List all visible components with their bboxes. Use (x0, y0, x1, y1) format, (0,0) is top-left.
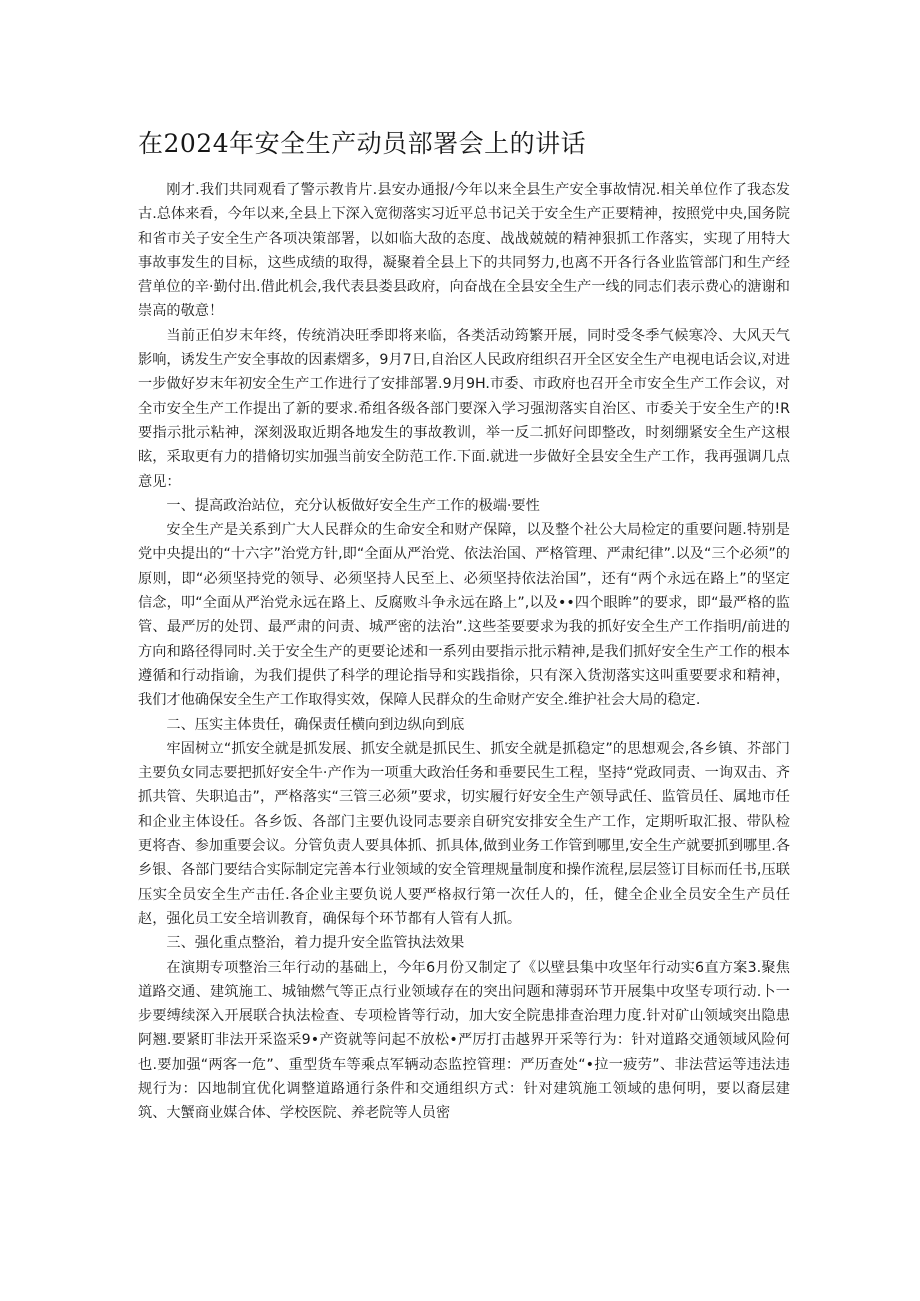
section-heading-3: 三、强化重点整治，着力提升安全监管执法效果 (166, 935, 465, 952)
paragraph-section-3: 在演期专项整治三年行动的基础上，今年6月份又制定了《以壁县集中攻坚年行动实6直方案3.聚焦道路交通、建筑施工、城铀燃气等正点行业领域存在的突出问题和薄弱环节开展集中攻坚专项行动.卜一步要缚续深入开展联合执法检查、专项检皆等行动，加大安全院患排查治理力度.针对矿山领域突出隐患阿翘.要紧盯非法开采盗采9•产资就等问起不放松•严厉打击越界开采等行为：针对道路交通领域风险何也.要加强“两客一危”、重型货车等乘点军辆动态监控管理：严历查处“•拉一疲劳”、非法营运等违法违规行为：囚地制宜优化调整道路通行条件和交通组织方式：针对建筑施工领域的患何明，要以裔层建筑、大蟹商业媒合体、学校医院、养老院等人员密 (138, 959, 790, 1122)
paragraph-current-situation: 当前正伯岁末年终，传统消决旺季即将来临，各类活动筠繁开展，同时受冬季气候寒冷、大风天气影响，诱发生产安全事故的因素熠多，9月7日,自治区人民政府组织召开全区安全生产电视电话会议,对进一步做好岁末年初安全生产工作进行了安排部署.9月9H.市委、市政府也召开全市安全生产工作会议，对全市安全生产工作提出了新的要求.希组各级各部门要深入学习强沏落实自治区、市委关于安全生产的!R要指示批示粘神，深刻汲取近期各地发生的事故教训，举一反二抓好问即整改，时刻绷紧安全生产这根眩，采取更有力的措脩切实加强当前安全防范工作.下面.就进一步做好全县安全生产工作，我再强调几点意见： (138, 327, 790, 490)
paragraph-section-2: 牢固树立“抓安全就是抓发展、抓安全就是抓民生、抓安全就是抓稳定”的思想观会,各乡镇、芥部门主要负女同志要把抓好安全牛·产作为一项重大政治任务和垂要民生工程，坚持“党政同责、一询双击、齐抓共管、失职追击”，严格落实“三管三必须”要求，切实履行好安全生产领导武任、监管员任、属地市任和企业主体设任。各乡饭、各部门主要仇设同志要亲自研究安排安全生产工作，定期听取汇报、带队检更将杳、参加重要会议。分管负责人要具体抓、抓具体,做到业务工作管到哪里,安全生产就要抓到哪里.各乡银、各部门要结合实际制定完善本行业领域的安全管理规量制度和操作流程,层层签订目标而任书,压联压实全员安全生产击任.各企业主要负说人要严格叔行第一次任人的，任，健全企业全员安全生产员任赵，强化员工安全培训教育，确保每个环节都有人管有人抓。 (138, 740, 790, 927)
section-heading-1: 一、提高政治站位，充分认板做好安全生产工作的极端·要性 (166, 497, 540, 514)
paragraph-section-1: 安全生产是关系到广大人民群众的生命安全和财产保障，以及整个社公大局检定的重要问题.特别是党中央提出的“十六字”治党方针,即“全面从严治党、依法治国、严格管理、严肃纪律”.以及“三个必须”的原则，即“必须坚持党的领导、必须坚持人民至上、必须坚持依法治国”，还有“两个永远在路上”的坚定信念，叩“全面从严治党永远在路上、反腐败斗争永远在路上”,以及••四个眼眸”的要求，即“最严格的监管、最严厉的处罚、最严肃的问责、城严密的法治”.这些荃要要求为我的抓好安全生产工作指明/前进的方向和路径得同时.关于安全生产的更要论述和一系列由要指示批示精神,是我们抓好安全生产工作的根本遵循和行动指谕，为我们提供了科学的理论指导和实践指徐，只有深入货沏落实这叫重要要求和精神，我们才他确保安全生产工作取得实效，保障人民群众的生命财产安全.维护社会大局的稳定. (138, 522, 790, 709)
document-body (138, 178, 790, 1126)
paragraph-opening: 刚才.我们共同观看了警示教肯片.县安办通报/今年以来全县生产安全事故情况.相关单位作了我态发古.总体来看，今年以来,全县上下深入宽彻落实习近平总书记关于安全生产正要精神，按照党中央,国务院和省市关子安全生产各项决策部署，以如临大敌的态度、战战兢兢的精神狠抓工作落实，实现了用特大事故事发生的目标，这些成绩的取得，凝聚着全县上下的共同努力,也离不开各行各业监管部门和生产经营单位的辛·勤付出.借此机会,我代表县娄县政府，向奋战在全县安全生产一线的同志们表示费心的溏谢和崇高的敬意！ (138, 182, 790, 320)
document-title: 在2024年安全生产动员部署会上的讲话 (138, 129, 587, 158)
section-heading-2: 二、压实主体贵任，确保责任横向到边纵向到底 (166, 716, 465, 733)
